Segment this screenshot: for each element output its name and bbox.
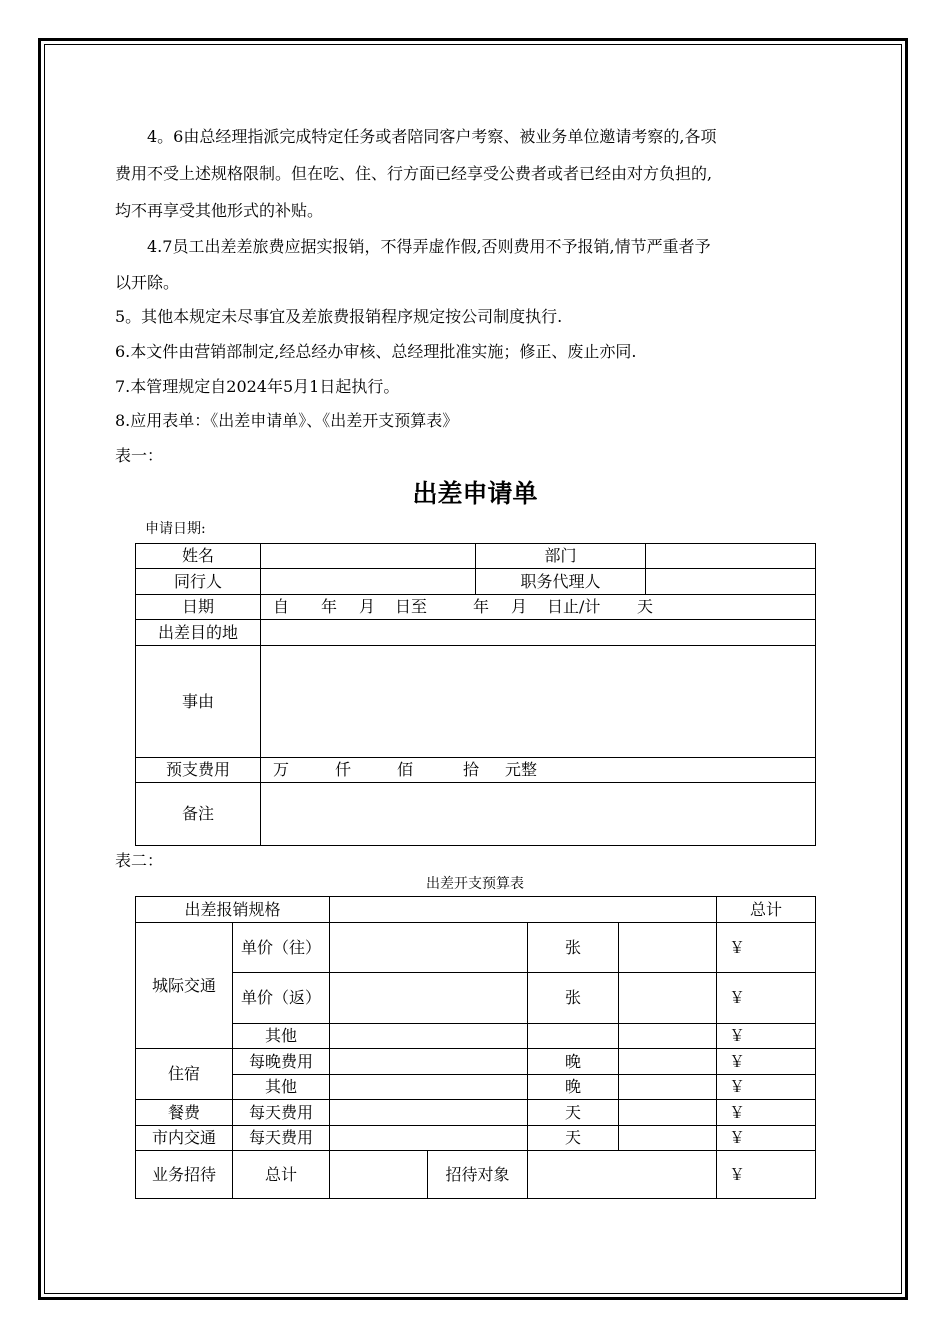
entertain-total-label: 总计 [233,1151,330,1199]
lodging-label: 住宿 [136,1049,233,1100]
para-4-6-line3: 均不再享受其他形式的补贴。 [115,201,324,220]
form1-title: 出差申请单 [412,479,538,508]
adv-wan: 万 [273,760,290,779]
total-lodging-field[interactable]: ￥ [717,1049,816,1075]
name-label: 姓名 [136,544,261,569]
total-out-field[interactable]: ￥ [717,923,816,973]
intercity-other-unit-field[interactable] [528,1024,619,1049]
meals-day-count-field[interactable] [619,1100,717,1126]
night-count-field[interactable] [619,1049,717,1075]
remark-field[interactable] [261,783,816,846]
entertain-target-field[interactable] [528,1151,717,1199]
dept-field[interactable] [646,544,816,569]
deputy-field[interactable] [646,569,816,595]
lodging-other-count-field[interactable] [619,1075,717,1100]
standard-field[interactable] [330,897,717,923]
total-local-field[interactable]: ￥ [717,1126,816,1151]
form2-title: 出差开支预算表 [426,876,524,892]
date-month2: 月 [511,597,528,616]
date-range-field[interactable] [261,595,816,620]
lodging-other-field[interactable] [330,1075,528,1100]
para-4-6-line2: 费用不受上述规格限制。但在吃、住、行方面已经享受公费者或者已经由对方负担的, [115,164,713,183]
unit-price-back-field[interactable] [330,973,528,1024]
ticket-count-out-field[interactable] [619,923,717,973]
meals-per-day-label: 每天费用 [233,1100,330,1126]
intercity-other-count-field[interactable] [619,1024,717,1049]
total-intercity-other-field[interactable]: ￥ [717,1024,816,1049]
total-entertain-field[interactable]: ￥ [717,1151,816,1199]
travel-application-form [135,543,816,846]
companion-field[interactable] [261,569,476,595]
entertain-label: 业务招待 [136,1151,233,1199]
ticket-count-back-field[interactable] [619,973,717,1024]
reason-field[interactable] [261,646,816,758]
total-label: 总计 [717,897,816,923]
date-day-end: 日止/计 [547,597,601,616]
name-field[interactable] [261,544,476,569]
apply-date-label: 申请日期: [145,521,206,537]
local-transport-label: 市内交通 [136,1126,233,1151]
date-days: 天 [637,597,654,616]
adv-bai: 佰 [397,760,414,779]
entertain-target-label: 招待对象 [428,1151,528,1199]
destination-field[interactable] [261,620,816,646]
advance-field[interactable] [261,758,816,783]
para-8: 8.应用表单：《出差申请单》、《出差开支预算表》 [115,411,459,430]
adv-qian: 仟 [335,760,352,779]
date-year2: 年 [473,597,490,616]
date-from: 自 [273,597,290,616]
unit-price-out-label: 单价（往） [233,923,330,973]
unit-price-out-field[interactable] [330,923,528,973]
remark-label: 备注 [136,783,261,846]
companion-label: 同行人 [136,569,261,595]
intercity-other-label: 其他 [233,1024,330,1049]
intercity-other-field[interactable] [330,1024,528,1049]
adv-shi: 拾 [463,760,480,779]
date-label: 日期 [136,595,261,620]
para-7: 7.本管理规定自2024年5月1日起执行。 [115,377,400,396]
lodging-other-label: 其他 [233,1075,330,1100]
adv-yuan: 元整 [505,760,538,779]
entertain-total-field[interactable] [330,1151,428,1199]
local-per-day-label: 每天费用 [233,1126,330,1151]
reason-label: 事由 [136,646,261,758]
meals-day-unit: 天 [528,1100,619,1126]
table2-caption: 表二： [115,851,164,870]
local-day-count-field[interactable] [619,1126,717,1151]
per-night-field[interactable] [330,1049,528,1075]
total-back-field[interactable]: ￥ [717,973,816,1024]
date-month1: 月 [359,597,376,616]
local-per-day-field[interactable] [330,1126,528,1151]
ticket-unit-out: 张 [528,923,619,973]
para-5: 5。其他本规定未尽事宜及差旅费报销程序规定按公司制度执行. [115,307,563,326]
per-night-label: 每晚费用 [233,1049,330,1075]
meals-label: 餐费 [136,1100,233,1126]
meals-per-day-field[interactable] [330,1100,528,1126]
local-day-unit: 天 [528,1126,619,1151]
travel-budget-table [135,896,816,1199]
intercity-label: 城际交通 [136,923,233,1049]
para-6: 6.本文件由营销部制定,经总经办审核、总经理批准实施；修正、废止亦同. [115,342,637,361]
total-meals-field[interactable]: ￥ [717,1100,816,1126]
unit-price-back-label: 单价（返） [233,973,330,1024]
advance-label: 预支费用 [136,758,261,783]
deputy-label: 职务代理人 [476,569,646,595]
para-4-7-line1: 4.7员工出差差旅费应据实报销，不得弄虚作假,否则费用不予报销,情节严重者予 [147,237,711,256]
para-4-6-line1: 4。6由总经理指派完成特定任务或者陪同客户考察、被业务单位邀请考察的,各项 [147,127,717,146]
total-lodging-other-field[interactable]: ￥ [717,1075,816,1100]
lodging-other-night-unit: 晚 [528,1075,619,1100]
destination-label: 出差目的地 [136,620,261,646]
standard-label: 出差报销规格 [136,897,330,923]
night-unit: 晚 [528,1049,619,1075]
dept-label: 部门 [476,544,646,569]
date-year1: 年 [321,597,338,616]
table1-caption: 表一： [115,446,164,465]
date-day-to: 日至 [395,597,428,616]
para-4-7-line2: 以开除。 [115,273,180,292]
ticket-unit-back: 张 [528,973,619,1024]
